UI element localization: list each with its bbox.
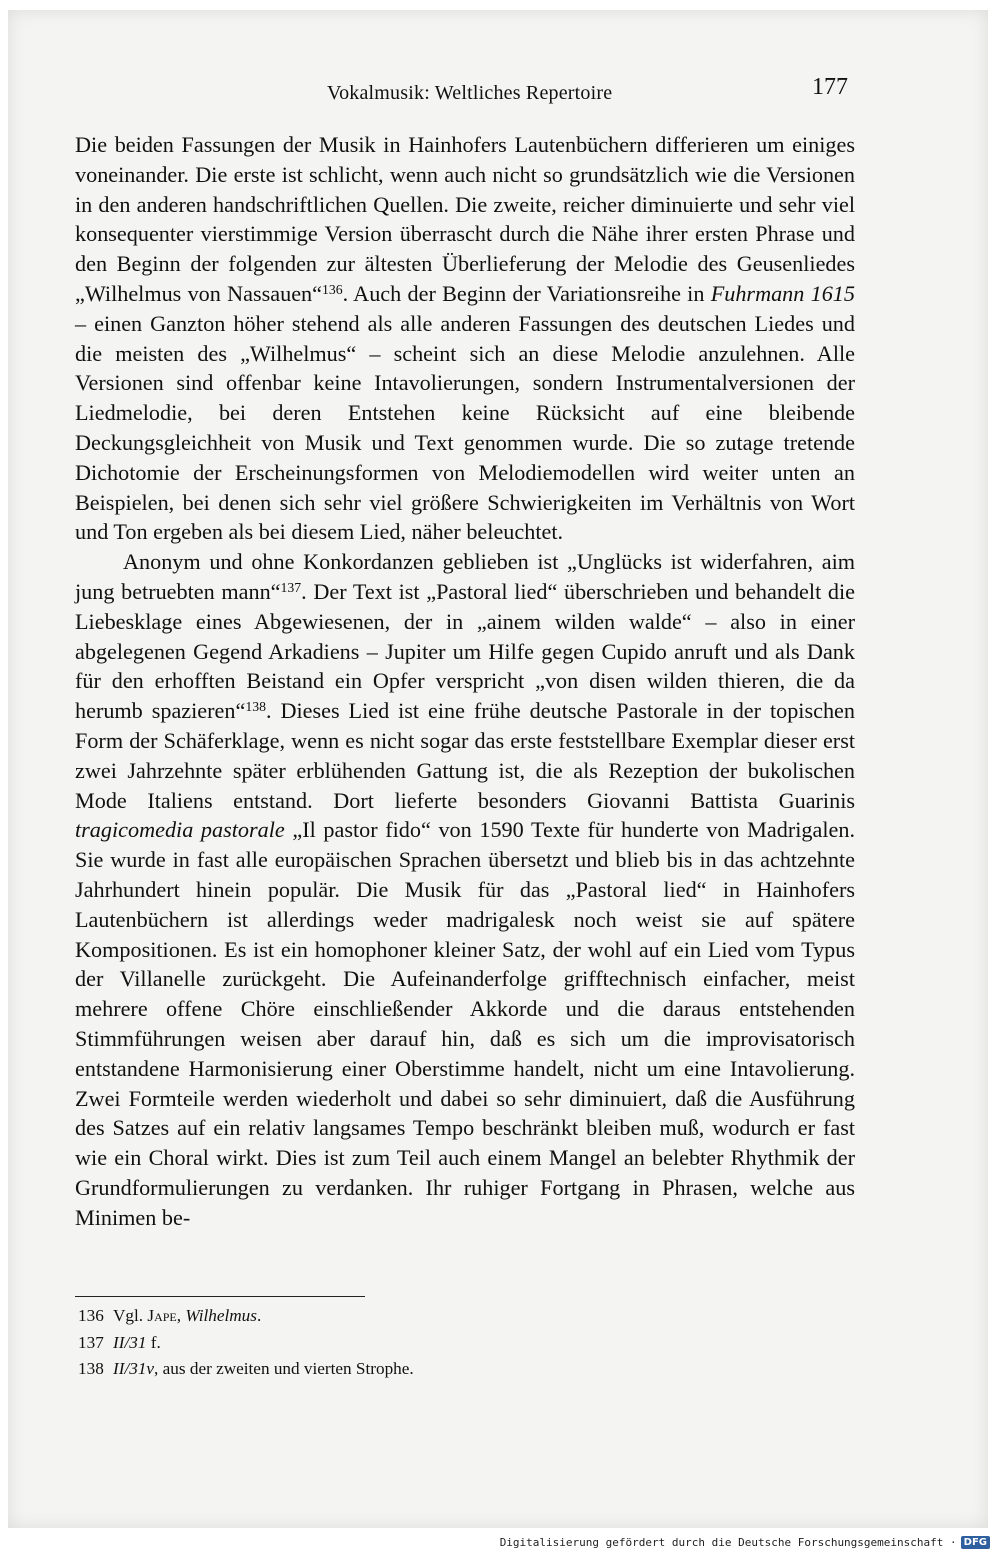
body-text — [75, 130, 855, 1232]
footnote-138 — [75, 1356, 835, 1383]
dfg-logo: DFG — [961, 1536, 990, 1549]
footnote-separator — [75, 1296, 365, 1297]
source-title: Fuhrmann 1615 — [710, 280, 855, 306]
footnote-number: 136 — [78, 1306, 104, 1325]
page-header — [0, 70, 1000, 110]
footnote-ref-136[interactable]: 136 — [321, 281, 343, 297]
footnote-136 — [75, 1303, 835, 1330]
footnote-number: 138 — [78, 1359, 104, 1378]
footnote-text: Vgl. Jape, Wilhelmus. — [113, 1306, 262, 1325]
paragraph-1: Die beiden Fassungen der Musik in Hainhofers Lautenbüchern differieren um einiges voneinander. Die erste ist schlicht, wenn auch nicht so grundsätzlich wie die Versionen in den anderen handschriftlichen Quellen. Die zweite, reicher diminuierte und sehr viel konsequenter vierstimmige Version überrascht durch die Nähe ihrer ersten Phrase und den Beginn der folgenden zur ältesten Überlieferung der Melodie des Geusenliedes „Wilhelmus von Nassauen“$^{136}$. Auch der Beginn der Variationsreihe in Fuhrmann 1615 – einen Ganzton höher stehend als alle anderen Fassungen des deutschen Liedes und die meisten des „Wilhelmus“ – scheint sich an diese Melodie anzulehnen. Alle Versionen sind offenbar keine Intavolierungen, sondern Instrumentalversionen der Liedmelodie, bei deren Entstehen keine Rücksicht auf eine bleibende Deckungsgleichheit von Musik und Text genommen wurde. Die so zutage tretende Dichotomie der Erscheinungsformen von Melodiemodellen wird weiter unten an Beispielen, bei denen sich sehr viel größere Schwierigkeiten im Verhältnis von Wort und Ton ergeben als bei diesem Lied, näher beleuchtet. — [75, 132, 855, 545]
footnote-137 — [75, 1330, 835, 1357]
credit-text: Digitalisierung gefördert durch die Deutsche Forschungsgemeinschaft · — [499, 1536, 957, 1549]
running-head: Vokalmusik: Weltliches Repertoire — [327, 82, 613, 104]
footnotes — [75, 1303, 835, 1383]
footnote-number: 137 — [78, 1332, 104, 1352]
footnote-text: II/31 f. — [113, 1332, 161, 1352]
page-number: 177 — [812, 74, 848, 100]
footnote-ref-138[interactable]: 138 — [245, 698, 266, 714]
paragraph-2: Anonym und ohne Konkordanzen geblieben ist „Unglücks ist widerfahren, aim jung betruebten mann“$^{137}$. Der Text ist „Pastoral lied“ überschrieben und behandelt die Liebesklage eines Abgewiesenen, der in „ainem wilden walde“ – also in einer abgelegenen Gegend Arkadiens – Jupiter um Hilfe gegen Cupido anruft und als Dank für den erhofften Beistand ein Opfer verspricht „von disen wilden thieren, die da herumb spazieren“$^{138}$. Dieses Lied ist eine frühe deutsche Pastorale in der topischen Form der Schäferklage, wenn es nicht sogar das erste feststellbare Exemplar dieser erst zwei Jahrzehnte später erblühenden Gattung ist, die als Rezeption der bukolischen Mode Italiens entstand. Dort lieferte besonders Giovanni Battista Guarinis tragicomedia pastorale „Il pastor fido“ von 1590 Texte für hunderte von Madrigalen. Sie wurde in fast alle europäischen Sprachen übersetzt und blieb bis in das achtzehnte Jahrhundert hinein populär. Die Musik für das „Pastoral lied“ in Hainhofers Lautenbüchern ist allerdings weder madrigalesk noch weist sie auf spätere Kompositionen. Es ist ein homophoner kleiner Satz, der wohl auf ein Lied vom Typus der Villanelle zurückgeht. Die Aufeinanderfolge grifftechnisch einfacher, meist mehrere offene Chöre einschließender Akkorde und die daraus entstehenden Stimmführungen weisen aber darauf hin, daß es sich um die improvisatorisch entstandene Harmonisierung einer Oberstimme handelt, nicht um eine Intavolierung. Zwei Formteile werden wiederholt und dabei so sehr diminuiert, daß die Ausführung des Satzes auf ein relativ langsames Tempo beschränkt bleiben muß, wodurch er fast wie ein Choral wirkt. Dies ist zum Teil auch einem Mangel an belebter Rhythmik der Grundformulierungen zu verdanken. Ihr ruhiger Fortgang in Phrasen, welche aus Minimen be- — [75, 549, 855, 1230]
genre-term: tragicomedia pastorale — [75, 817, 285, 843]
footnote-text: II/31v, aus der zweiten und vierten Strophe. — [113, 1359, 414, 1378]
footnote-ref-137[interactable]: 137 — [280, 579, 302, 595]
digitization-credit — [500, 1536, 990, 1549]
